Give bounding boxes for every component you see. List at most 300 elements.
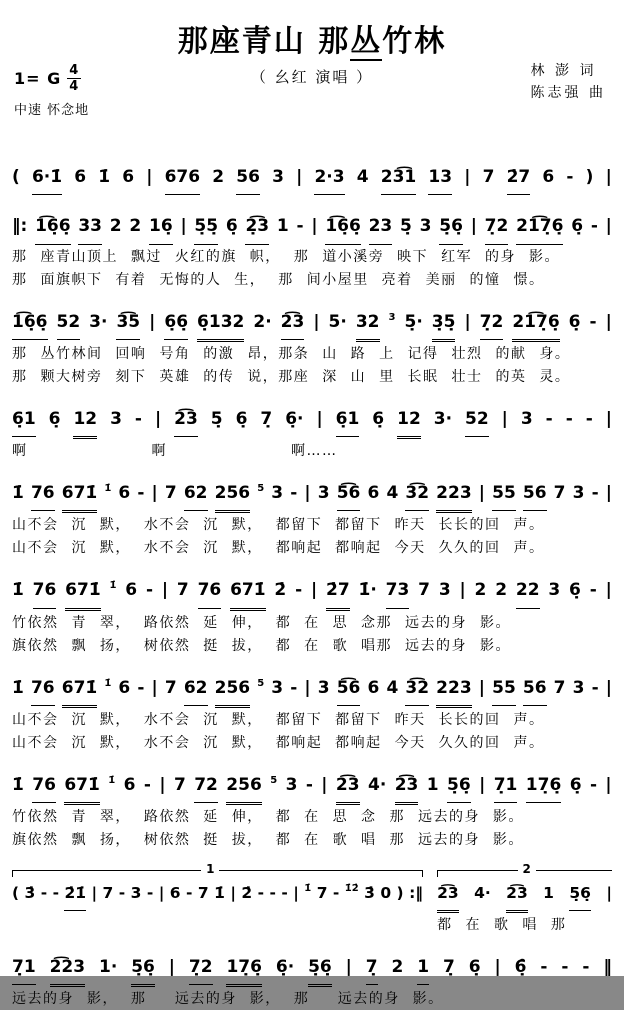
note-token: 1̇: [214, 884, 225, 903]
note-token: -: [134, 408, 142, 429]
note-token: 2̇1̇: [64, 879, 86, 910]
score-line: [12, 477, 612, 559]
note-token: 6̣·: [275, 956, 295, 977]
music-line: [12, 672, 612, 708]
note-token: 671̇: [62, 477, 98, 513]
music-line: [437, 879, 612, 912]
barline: |: [304, 483, 311, 504]
note-token: 256: [215, 477, 251, 513]
note-token: 52: [57, 306, 81, 340]
note-token: 676: [165, 161, 201, 195]
volta-label: 1: [201, 862, 219, 876]
note-token: 2͡3: [437, 879, 459, 912]
lyric-line: 山不会 沉 默， 水不会 沉 默， 都留下 都留下 昨天 长长的回 声。: [12, 517, 545, 534]
score-line: [12, 161, 612, 195]
note-token: 55: [492, 672, 516, 706]
note-token: 32: [356, 306, 380, 342]
note-token: ): [396, 884, 404, 903]
note-token: 2̇7: [507, 161, 531, 195]
score-line: [12, 951, 612, 1010]
note-token: 3͡2: [405, 672, 429, 706]
note-token: 1: [417, 951, 429, 985]
grace-note: 5: [270, 775, 278, 787]
volta-row: [12, 862, 612, 935]
note-token: 72: [194, 769, 218, 803]
note-token: 6: [118, 677, 131, 698]
note-token: 23: [369, 210, 393, 244]
lyric-line: 都 在 歌 唱 那: [437, 916, 567, 933]
grace-note: 5: [257, 483, 265, 495]
music-line: [12, 306, 612, 342]
barline: |: [158, 884, 165, 903]
note-token: 17̣6̣: [526, 769, 562, 803]
barline: |: [146, 167, 153, 187]
music-line: [12, 879, 423, 910]
note-token: -: [143, 775, 151, 796]
note-token: 6: [125, 580, 138, 601]
barline: ‖:: [12, 216, 28, 237]
note-token: 6: [74, 167, 87, 187]
note-token: 7̣: [443, 956, 455, 977]
grace-note: 1̇: [109, 580, 117, 592]
note-token: 3: [572, 677, 585, 698]
score-line: [12, 306, 612, 388]
barline: |: [605, 483, 612, 504]
note-token: -: [269, 884, 276, 903]
note-token: -: [146, 884, 154, 903]
note-token: 5̣6̣: [447, 769, 471, 803]
barline: |: [464, 167, 471, 187]
note-token: 1̇: [12, 483, 24, 504]
score-line: [12, 862, 612, 935]
barline: |: [151, 483, 158, 504]
credits: [531, 60, 606, 105]
key-signature: [14, 64, 89, 93]
barline: |: [605, 775, 612, 796]
note-token: 7: [102, 884, 114, 903]
note-token: 4: [386, 483, 399, 504]
lyric-line: 那 颗大树旁 刻下 英雄 的传 说，那座 深 山 里 长眠 壮士 的英 灵。: [12, 368, 571, 385]
lyric-line: 竹依然 青 翠， 路依然 延 伸， 都 在 思 念 那 远去的身 影。: [12, 809, 524, 826]
barline: |: [478, 483, 485, 504]
note-token: 7: [164, 677, 177, 698]
note-token: 7̣1: [494, 769, 518, 803]
barline: |: [159, 775, 166, 796]
note-token: 3: [419, 216, 432, 237]
lyric-line: 山不会 沉 默， 水不会 沉 默， 都响起 都响起 今天 久久的回 声。: [12, 540, 545, 557]
note-token: -: [257, 884, 265, 903]
barline: |: [293, 884, 299, 903]
score-meta: [14, 64, 89, 118]
note-token: -: [145, 580, 154, 601]
note-token: 3: [272, 167, 284, 187]
score-line: [12, 403, 612, 462]
note-token: 76: [32, 769, 56, 803]
note-token: 6̣: [569, 580, 581, 601]
note-token: -: [290, 677, 298, 698]
barline: |: [605, 677, 612, 698]
note-token: 223: [436, 672, 472, 708]
time-signature: [67, 64, 81, 93]
note-token: 3̇: [24, 884, 36, 903]
note-token: 7̣: [366, 951, 378, 985]
note-token: 62: [184, 672, 208, 706]
music-line: [12, 161, 612, 195]
barline: |: [168, 956, 175, 977]
note-token: 3: [317, 483, 330, 504]
note-token: 671̇: [230, 574, 266, 610]
note-token: -: [52, 884, 60, 903]
time-signature-top: 4: [69, 63, 80, 78]
note-token: -: [589, 311, 597, 332]
note-token: 5̣5̣: [194, 210, 218, 244]
note-token: 12: [397, 403, 421, 439]
grace-note: 1̇: [304, 883, 312, 895]
note-token: 6̣132: [197, 306, 244, 342]
grace-note: 5: [257, 677, 265, 689]
note-token: 33: [78, 210, 102, 244]
barline: |: [464, 311, 471, 332]
barline: :‖: [409, 884, 424, 903]
note-token: -: [118, 884, 126, 903]
note-token: 2̇7: [326, 574, 350, 610]
lyric-line: 旗依然 飘 扬， 树依然 挺 拔， 都 在 歌 唱那 远去的身 影。: [12, 637, 511, 654]
barline: |: [479, 775, 486, 796]
barline: |: [459, 580, 466, 601]
note-token: 6̣̑: [514, 956, 527, 977]
note-token: 4: [356, 167, 369, 187]
barline: |: [151, 677, 158, 698]
note-token: -: [137, 483, 145, 504]
note-token: 6̣: [568, 311, 581, 332]
note-token: 5̣6̣: [131, 951, 155, 987]
note-token: 5͡6: [337, 477, 361, 511]
note-token: 7: [316, 884, 328, 903]
note-token: 21͡7̣6̣: [516, 210, 563, 244]
note-token: 6̣: [569, 775, 582, 796]
note-token: 6·1̇: [32, 161, 62, 195]
barline: |: [304, 677, 311, 698]
grace-note: 1̇: [104, 483, 112, 495]
note-token: 1̇: [12, 677, 24, 698]
score: [12, 161, 612, 1010]
barline: |: [501, 408, 508, 429]
volta-ending-2: [437, 862, 612, 935]
note-token: 2͡3: [395, 769, 419, 805]
note-token: (: [12, 167, 20, 187]
grace-note: 3: [388, 311, 396, 323]
note-token: 6: [169, 884, 181, 903]
note-token: 7̣2: [480, 306, 504, 340]
score-line: [12, 574, 612, 656]
song-title: [12, 16, 612, 60]
note-token: 2͡3: [174, 403, 198, 437]
lyricist-credit: 林 澎 词: [530, 63, 597, 79]
note-token: 3: [548, 580, 561, 601]
note-token: 7: [176, 580, 189, 601]
barline: |: [606, 884, 612, 903]
note-token: 7: [553, 677, 566, 698]
note-token: 6̣: [225, 216, 238, 237]
note-token: 7: [482, 167, 495, 187]
note-token: 7: [197, 884, 209, 903]
note-token: 22: [516, 574, 540, 608]
note-token: 3·: [89, 311, 108, 332]
time-signature-bottom: 4: [69, 79, 80, 94]
barline: |: [605, 580, 612, 601]
note-token: -: [565, 408, 573, 429]
note-token: 2: [129, 216, 142, 237]
note-token: 2͡3: [336, 769, 360, 805]
music-line: [12, 769, 612, 805]
note-token: 2: [495, 580, 508, 601]
note-token: 2̣͡3: [245, 210, 269, 244]
tempo-marking: 中速 怀念地: [14, 103, 90, 118]
note-token: -: [590, 216, 598, 237]
barline: |: [605, 311, 612, 332]
note-token: 1: [543, 884, 554, 903]
note-token: 56: [523, 477, 547, 511]
note-token: 23͡1: [381, 161, 417, 195]
note-token: -: [566, 167, 574, 187]
note-token: 3: [438, 580, 451, 601]
note-token: 3: [572, 483, 585, 504]
note-token: 3: [520, 408, 533, 429]
note-token: 6̣: [468, 956, 481, 977]
note-token: 7̣2: [485, 210, 509, 244]
note-token: -: [585, 408, 593, 429]
note-token: 5·: [328, 311, 347, 332]
barline: |: [345, 956, 352, 977]
score-line: [12, 672, 612, 754]
note-token: 3͡5: [116, 306, 140, 340]
note-token: 6̣1: [12, 403, 36, 437]
note-token: 4: [386, 677, 399, 698]
grace-note: 1̇2̇: [344, 883, 359, 895]
grace-note: 1̇: [108, 775, 116, 787]
note-token: 3: [130, 884, 142, 903]
lyric-line: 那 丛竹林间 回响 号角 的激 昂，那条 山 路 上 记得 壮烈 的献 身。: [12, 345, 571, 362]
note-token: 52: [465, 403, 489, 437]
note-token: 5̣6̣: [308, 951, 332, 987]
barline: |: [149, 311, 156, 332]
note-token: 1·: [98, 956, 118, 977]
note-token: 2: [212, 167, 225, 187]
note-token: 7̣: [260, 408, 273, 429]
note-token: 7: [418, 580, 430, 601]
note-token: -: [540, 956, 548, 977]
note-token: 1̇: [98, 167, 111, 187]
note-token: 671̇: [62, 672, 98, 708]
note-token: 2·3: [314, 161, 344, 195]
lyric-line: 那 座青山顶上 飘过 火红的旗 帜， 那 道小溪旁 映下 红军 的身 影。: [12, 248, 561, 265]
note-token: 2͡3: [281, 306, 305, 340]
note-token: 1͡6̣6̣: [325, 210, 361, 244]
barline: |: [605, 408, 612, 429]
grace-note: 1̇: [104, 677, 112, 689]
note-token: 17̣6̣: [226, 951, 262, 987]
note-token: -: [137, 677, 145, 698]
note-token: 6̣6̣: [164, 306, 188, 340]
note-token: -: [295, 580, 303, 601]
header: [12, 16, 612, 118]
lyric-line: 远去的身 影， 那 远去的身 影， 那 远去的身 影。: [12, 991, 444, 1008]
song-title-underlined-char: 丛: [350, 24, 383, 59]
barline: |: [161, 580, 169, 601]
note-token: 3̣5̣: [432, 306, 456, 342]
note-token: 6: [118, 483, 131, 504]
lyric-line: 旗依然 飘 扬， 树依然 挺 拔， 都 在 歌 唱 那 远去的身 影。: [12, 832, 524, 849]
note-token: 3: [271, 677, 284, 698]
note-token: 3: [271, 483, 284, 504]
note-token: 1̇: [12, 580, 24, 601]
note-token: 2͡23: [50, 951, 86, 987]
note-token: 12: [73, 403, 97, 439]
note-token: 5̣6̣: [569, 879, 591, 910]
note-token: 3̇: [364, 884, 375, 903]
note-token: -: [591, 483, 599, 504]
note-token: 7: [173, 775, 186, 796]
note-token: 6̣: [571, 216, 584, 237]
note-token: 7: [164, 483, 177, 504]
note-token: 1͡6̣6̣: [12, 306, 48, 340]
volta-label: 2: [518, 862, 536, 876]
note-token: -: [281, 884, 288, 903]
note-token: 55: [492, 477, 516, 511]
lyric-line: 啊 啊 啊……: [12, 443, 338, 460]
barline: |: [311, 216, 318, 237]
note-token: -: [305, 775, 313, 796]
barline: |: [91, 884, 98, 903]
note-token: 7: [553, 483, 566, 504]
note-token: 6̣: [372, 408, 385, 429]
note-token: 3: [285, 775, 298, 796]
note-token: 6: [122, 167, 135, 187]
note-token: 6̣1: [336, 403, 360, 437]
note-token: 56: [523, 672, 547, 706]
note-token: 6: [123, 775, 136, 796]
note-token: -: [40, 884, 48, 903]
note-token: 3͡2: [405, 477, 429, 511]
note-token: 6: [367, 483, 380, 504]
note-token: 76: [33, 574, 57, 608]
music-line: [12, 951, 612, 987]
note-token: -: [332, 884, 340, 903]
note-token: 256: [215, 672, 251, 708]
barline: ‖: [603, 956, 612, 977]
note-token: 671̇: [65, 574, 101, 610]
note-token: 0: [380, 884, 392, 903]
note-token: 2̇: [241, 884, 253, 903]
music-line: [12, 574, 612, 610]
note-token: 5̣: [400, 216, 412, 237]
note-token: 76: [31, 672, 55, 706]
note-token: 671̇: [64, 769, 100, 805]
note-token: 6: [367, 677, 380, 698]
composer-credit: 陈志强 曲: [530, 85, 606, 102]
note-token: -: [582, 956, 590, 977]
note-token: 62: [184, 477, 208, 511]
note-token: ): [585, 167, 594, 187]
note-token: 3: [110, 408, 122, 429]
note-token: 3·: [433, 408, 453, 429]
music-line: [12, 403, 612, 439]
note-token: 4·: [367, 775, 387, 796]
note-token: 73: [386, 574, 410, 608]
performer-subtitle: （ 幺红 演唱 ）: [250, 68, 374, 86]
barline: |: [316, 408, 323, 429]
volta-ending-1: [12, 862, 424, 910]
score-line: [12, 769, 612, 851]
note-token: 1: [276, 216, 289, 237]
song-title-part1: 那座青山 那: [177, 24, 351, 59]
note-token: 6̣: [235, 408, 248, 429]
note-token: 56: [236, 161, 260, 195]
note-token: 1͡6̣6̣: [35, 210, 71, 244]
key-label: 1= G: [14, 69, 62, 88]
barline: |: [605, 167, 612, 187]
note-token: 76: [31, 477, 55, 511]
barline: |: [605, 216, 612, 237]
note-token: 76: [198, 574, 222, 608]
note-token: 3: [317, 677, 330, 698]
note-token: -: [589, 580, 597, 601]
note-token: 2: [474, 580, 487, 601]
note-token: 2: [391, 956, 404, 977]
note-token: 13: [428, 161, 452, 195]
barline: |: [494, 956, 501, 977]
lyric-line: 那 面旗帜下 有着 无悔的人 生， 那 间小屋里 亮着 美丽 的憧 憬。: [12, 271, 545, 288]
note-token: 7̣1: [12, 951, 36, 985]
note-token: -: [591, 677, 599, 698]
song-title-part2: 竹林: [382, 24, 447, 59]
note-token: -: [589, 775, 598, 796]
note-token: 2·: [253, 311, 272, 332]
note-token: 2̇: [274, 580, 287, 601]
barline: |: [230, 884, 236, 903]
note-token: 5͡6: [337, 672, 361, 706]
note-token: 2: [109, 216, 122, 237]
note-token: 256: [226, 769, 262, 805]
note-token: 5̣: [210, 408, 223, 429]
note-token: 21͡7̣6̣: [512, 306, 559, 342]
note-token: 1: [426, 775, 439, 796]
music-line: [12, 477, 612, 513]
barline: |: [321, 775, 328, 796]
barline: |: [313, 311, 320, 332]
note-token: 5̣6̣: [439, 210, 463, 244]
note-token: 2͡3: [506, 879, 528, 912]
barline: |: [470, 216, 477, 237]
note-token: 223: [436, 477, 472, 513]
note-token: 7̣2: [189, 951, 213, 985]
barline: |: [296, 167, 303, 187]
note-token: 6̣·: [285, 408, 304, 429]
barline: |: [478, 677, 485, 698]
note-token: -: [290, 483, 298, 504]
note-token: -: [545, 408, 553, 429]
note-token: (: [12, 884, 20, 903]
note-token: -: [296, 216, 304, 237]
lyric-line: 山不会 沉 默， 水不会 沉 默， 都响起 都响起 今天 久久的回 声。: [12, 735, 545, 752]
note-token: 4·: [474, 884, 491, 903]
note-token: 5̣·: [404, 311, 423, 332]
lyric-line: 竹依然 青 翠， 路依然 延 伸， 都 在 思 念那 远去的身 影。: [12, 614, 511, 631]
barline: |: [180, 216, 187, 237]
note-token: 1̇: [12, 775, 24, 796]
score-line: [12, 210, 612, 290]
note-token: -: [561, 956, 569, 977]
